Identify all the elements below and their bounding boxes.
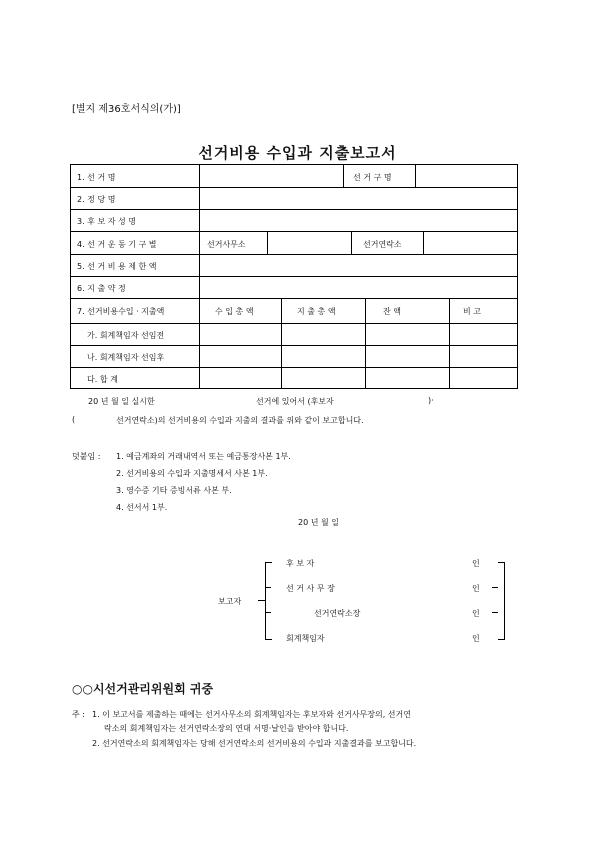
row-label-spending-agreement: 6. 지 출 약 정	[77, 284, 126, 293]
note-item-continued: 락소의 회계책임자는 선거연락소장의 연대 서명·날인을 받아야 합니다.	[104, 724, 349, 733]
col-header-income-total: 수 입 총 액	[215, 307, 254, 316]
district-name-label: 선 거 구 명	[353, 173, 392, 182]
liaison-office-label: 선거연락소	[363, 240, 402, 249]
attachment-item: 2. 선거비용의 수입과 지출명세서 사본 1부.	[116, 469, 268, 478]
signer-accountant: 회계책임자	[286, 634, 325, 643]
report-date: 20 년 월 일	[298, 518, 339, 527]
declaration-open-paren: (	[72, 415, 76, 424]
signer-candidate: 후 보 자	[286, 559, 315, 568]
declaration-close: )·	[428, 396, 434, 405]
col-header-expense-total: 지 출 총 액	[297, 307, 336, 316]
reporter-bracket-right	[498, 562, 505, 640]
row-label-income-expense: 7. 선거비용수입 · 지출액	[77, 307, 165, 316]
attachment-item: 4. 선서서 1부.	[116, 503, 168, 512]
row-label-party-name: 2. 정 당 명	[77, 195, 116, 204]
reporter-label: 보고자	[218, 597, 242, 606]
sub-row-total: 다. 합 계	[87, 375, 118, 384]
campaign-office-label: 선거사무소	[207, 240, 246, 249]
note-item: 1. 이 보고서를 제출하는 때에는 선거사무소의 회계책임자는 후보자와 선거사무장의, 선거연	[92, 710, 411, 719]
seal-mark: 인	[472, 609, 480, 618]
row-label-candidate-name: 3. 후 보 자 성 명	[77, 217, 136, 226]
attachment-item: 3. 영수증 기타 증빙서류 사본 부.	[116, 486, 232, 495]
sub-row-before-appointment: 가. 회계책임자 선임전	[87, 331, 165, 340]
attachments-prefix: 덧붙임 :	[72, 452, 101, 461]
declaration-statement: 선거연락소)의 선거비용의 수입과 지출의 결과를 위와 같이 보고합니다.	[116, 416, 364, 425]
signer-campaign-manager: 선 거 사 무 장	[286, 584, 335, 593]
declaration-date: 20 년 월 일 실시한	[88, 397, 155, 406]
attachment-item: 1. 예금계좌의 거래내역서 또는 예금통장사본 1부.	[116, 452, 291, 461]
notes-prefix: 주 :	[72, 710, 85, 719]
report-table	[70, 164, 518, 389]
reporter-bracket-left	[265, 562, 272, 640]
seal-mark: 인	[472, 634, 480, 643]
page-title: 선거비용 수입과 지출보고서	[198, 144, 397, 162]
col-header-remarks: 비 고	[463, 307, 481, 316]
signer-liaison-head: 선거연락소장	[314, 609, 361, 618]
row-label-election-name: 1. 선 거 명	[77, 173, 116, 182]
election-commission-addressee: ○○시선거관리위원회 귀중	[72, 682, 214, 696]
seal-mark: 인	[472, 584, 480, 593]
col-header-balance: 잔 액	[383, 307, 401, 316]
sub-row-after-appointment: 나. 회계책임자 선임후	[87, 353, 165, 362]
seal-mark: 인	[472, 559, 480, 568]
form-reference: [별지 제36호서식의(가)]	[72, 104, 181, 115]
declaration-election: 선거에 있어서 (후보자	[256, 397, 334, 406]
note-item: 2. 선거연락소의 회계책임자는 당해 선거연락소의 선거비용의 수입과 지출결과를 보고합니다.	[92, 739, 417, 748]
row-label-expense-limit: 5. 선 거 비 용 제 한 액	[77, 262, 157, 271]
row-label-campaign-office: 4. 선 거 운 동 기 구 별	[77, 240, 157, 249]
